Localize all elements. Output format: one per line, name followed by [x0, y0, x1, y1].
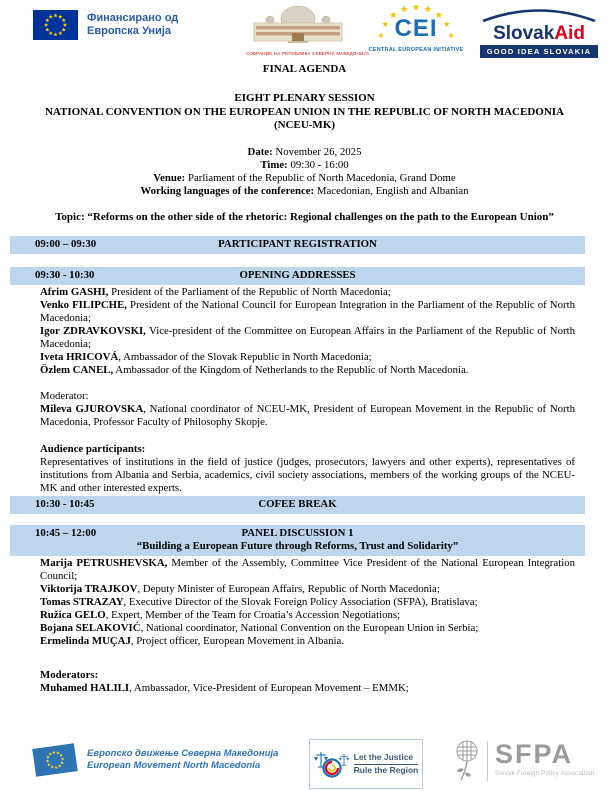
speaker-name: Afrim GASHI, — [40, 285, 109, 298]
session-title — [0, 92, 609, 133]
speaker-line — [40, 596, 575, 609]
speaker-name: Bojana SELAKOVIĆ — [40, 621, 141, 634]
speaker-name: Igor ZDRAVKOVSKI, — [40, 324, 146, 337]
cei-logo — [368, 5, 464, 63]
parliament-caption: СОБРАНИЕ НА РЕПУБЛИКА СЕВЕРНА МАКЕДОНИЈА — [246, 51, 370, 56]
speaker-desc: , Expert, Member of the Team for Croatia’s Accession Negotiations; — [105, 608, 401, 621]
speaker-line — [40, 609, 575, 622]
header-logos — [0, 0, 609, 58]
speaker-desc: , Executive Director of the Slovak Foreign Policy Association (SFPA), Bratislava; — [123, 595, 478, 608]
coffee-time: 10:30 - 10:45 — [35, 498, 95, 511]
speaker-desc: , Deputy Minister of European Affairs, Republic of North Macedonia; — [137, 582, 440, 595]
speaker-name: Tomas STRAZAY — [40, 595, 124, 608]
slovakaid-name-part2: Aid — [554, 23, 585, 44]
eu-funding-line1: Финансирано од — [87, 12, 179, 24]
justice-scales-icon — [314, 746, 350, 782]
speaker-line — [40, 325, 575, 351]
time-label: Time: — [260, 158, 288, 171]
speaker-desc: President of the Parliament of the Republic of North Macedonia; — [108, 285, 391, 298]
registration-title: PARTICIPANT REGISTRATION — [218, 238, 377, 251]
speaker-desc: Member of the Assembly, Committee Vice President of the National European Integration Council; — [40, 556, 575, 582]
panel1-speakers — [40, 557, 575, 648]
cei-stars-icon — [368, 5, 464, 47]
panel1-title: PANEL DISCUSSION 1 — [241, 527, 354, 540]
speaker-desc: , Project officer, European Movement in Albania. — [130, 634, 345, 647]
eu-funding-line2: Европска Унија — [87, 25, 171, 37]
session-title-line1: EIGHT PLENARY SESSION — [234, 92, 375, 104]
speaker-name: Özlem CANEL, — [40, 363, 114, 376]
event-venue — [0, 172, 609, 185]
date-value: November 26, 2025 — [272, 145, 362, 158]
speaker-line — [40, 583, 575, 596]
audience-participants — [40, 443, 575, 495]
eu-funding-logo — [33, 10, 178, 40]
registration-time: 09:00 – 09:30 — [35, 238, 97, 251]
slovakaid-arc-icon — [480, 9, 598, 22]
sfpa-logo — [452, 738, 595, 784]
sfpa-thistle-icon — [452, 738, 482, 784]
opening-title: OPENING ADDRESSES — [239, 269, 356, 282]
schedule-row-coffee — [10, 496, 585, 514]
moderator-label: Moderator: — [40, 389, 89, 402]
languages-label: Working languages of the conference: — [140, 185, 315, 198]
sfpa-caption: Slovak Foreign Policy Association — [495, 771, 595, 777]
event-languages — [0, 185, 609, 198]
speaker-line — [40, 635, 575, 648]
footer-logos — [0, 735, 609, 791]
event-info — [0, 146, 609, 199]
venue-label: Venue: — [153, 171, 186, 184]
speaker-name: Venko FILIPCHE, — [40, 298, 127, 311]
slovakaid-tagline: GOOD IDEA SLOVAKIA — [480, 45, 598, 58]
languages-value: Macedonian, English and Albanian — [314, 185, 469, 198]
schedule-row-panel1 — [10, 525, 585, 556]
moderator-line — [40, 682, 575, 695]
event-date — [0, 146, 609, 159]
european-movement-text — [87, 748, 278, 772]
time-value: 09:30 - 16:00 — [287, 158, 349, 171]
coffee-title: COFEE BREAK — [258, 498, 337, 511]
slovakaid-name — [480, 24, 598, 43]
speaker-line — [40, 286, 575, 299]
speaker-desc: Ambassador of the Kingdom of Netherlands to the Republic of North Macedonia. — [113, 363, 469, 376]
parliament-building-icon — [248, 3, 348, 47]
moderator-desc: , Ambassador, Vice-President of European Movement – EMMK; — [129, 681, 409, 694]
event-time — [0, 159, 609, 172]
justice-line1: Let the Justice — [354, 752, 419, 765]
event-topic: Topic: “Reforms on the other side of the rhetoric: Regional challenges on the path to the European Union” — [55, 211, 554, 224]
audience-text: Representatives of institutions in the field of justice (judges, prosecutors, lawyers and other experts), representatives of institutions from Albania and Serbia, academics, civil society associations, members of the working groups of the NCEU-MK and other interested experts. — [40, 455, 575, 494]
sfpa-divider — [487, 741, 488, 781]
moderators-label: Moderators: — [40, 668, 99, 681]
european-movement-line2: European Movement North Macedonia — [87, 760, 261, 771]
moderator-name: Mileva GJUROVSKA — [40, 402, 144, 415]
panel1-time: 10:45 – 12:00 — [35, 527, 97, 540]
european-movement-logo — [31, 741, 278, 779]
speaker-line — [40, 557, 575, 583]
speaker-desc: , Ambassador of the Slovak Republic in North Macedonia; — [118, 350, 372, 363]
slovakaid-logo — [480, 9, 598, 58]
let-justice-rule-text — [354, 752, 419, 776]
schedule-row-registration — [10, 236, 585, 254]
speaker-line — [40, 299, 575, 325]
date-label: Date: — [247, 145, 273, 158]
cei-caption: CENTRAL EUROPEAN INITIATIVE — [368, 47, 464, 53]
eu-funding-text — [87, 12, 178, 38]
speaker-line — [40, 364, 575, 377]
opening-moderator — [40, 390, 575, 429]
sfpa-acronym: SFPA — [495, 739, 574, 769]
moderator-desc: , National coordinator of NCEU-MK, President of European Movement in the Republic of North Macedonia, Professor Faculty of Philosophy Skopje. — [40, 402, 576, 428]
european-movement-line1: Европско движење Северна Македонија — [87, 748, 279, 759]
session-title-line2: NATIONAL CONVENTION ON THE EUROPEAN UNION IN THE REPUBLIC OF NORTH MACEDONIA (NCEU-MK) — [44, 105, 564, 131]
speaker-desc: , National coordinator, National Convention on the European Union in Serbia; — [140, 621, 479, 634]
audience-label: Audience participants: — [40, 442, 146, 455]
opening-speakers — [40, 286, 575, 377]
schedule-row-opening — [10, 267, 585, 285]
moderator-name: Muhamed HALILI — [40, 681, 130, 694]
venue-value: Parliament of the Republic of North Macedonia, Grand Dome — [185, 171, 456, 184]
speaker-name: Iveta HRICOVÁ — [40, 350, 119, 363]
eu-flag-icon — [33, 10, 78, 40]
speaker-name: Ružica GELO — [40, 608, 106, 621]
speaker-line — [40, 351, 575, 364]
speaker-desc: Vice-president of the Committee on European Affairs in the Parliament of the Republic of North Macedonia; — [40, 324, 575, 350]
panel1-moderators — [40, 669, 575, 695]
parliament-logo — [246, 3, 370, 57]
sfpa-text — [495, 741, 595, 781]
speaker-line — [40, 622, 575, 635]
slovakaid-name-part1: Slovak — [493, 23, 555, 44]
cei-acronym: CEI — [394, 15, 438, 42]
eu-flag-waving-icon — [31, 741, 79, 779]
speaker-name: Viktorija TRAJKOV — [40, 582, 138, 595]
speaker-name: Ermelinda MUÇAJ — [40, 634, 131, 647]
document-title: FINAL AGENDA — [262, 63, 347, 75]
panel1-subtitle: “Building a European Future through Reforms, Trust and Solidarity” — [136, 540, 459, 553]
let-justice-rule-logo — [309, 739, 423, 789]
speaker-desc: President of the National Council for European Integration in the Parliament of the Republic of North Macedonia; — [40, 298, 575, 324]
speaker-name: Marija PETRUSHEVSKA, — [40, 556, 168, 569]
moderator-line — [40, 403, 575, 429]
justice-line2: Rule the Region — [353, 765, 419, 775]
opening-time: 09:30 - 10:30 — [35, 269, 95, 282]
